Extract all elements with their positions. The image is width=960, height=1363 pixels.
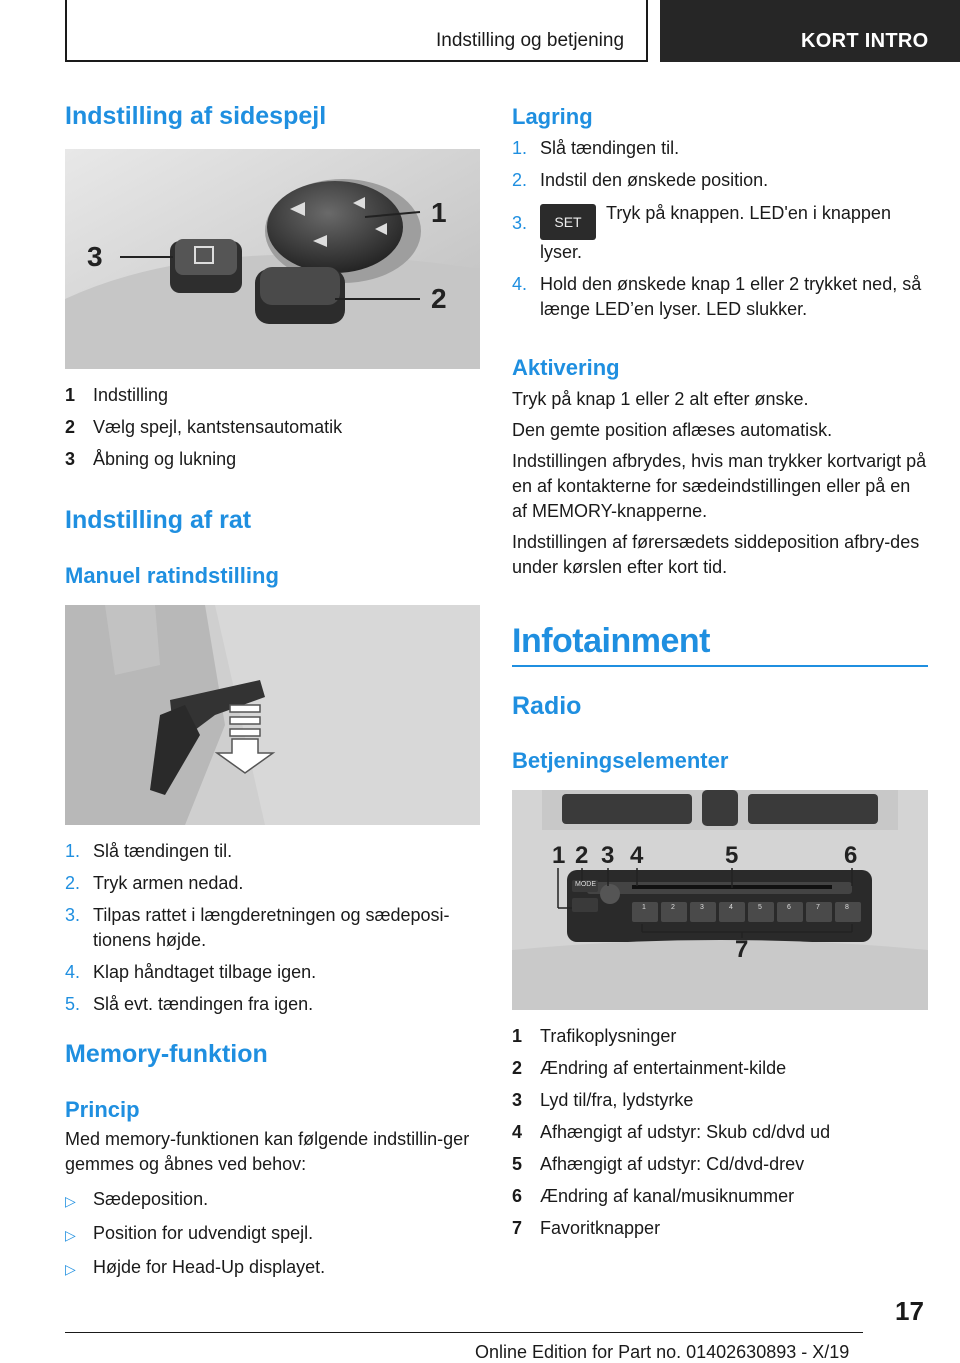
manuel-heading-block xyxy=(65,563,480,589)
step-number: 4. xyxy=(512,274,528,294)
list-item xyxy=(65,839,480,864)
step-text: Indstil den ønskede position. xyxy=(540,170,769,190)
list-item xyxy=(65,1221,480,1248)
legend-item xyxy=(512,1180,928,1212)
infotainment-heading-block xyxy=(512,622,928,661)
legend-number: 4 xyxy=(512,1122,523,1142)
legend-number: 1 xyxy=(65,385,76,405)
manuel-title: Manuel ratindstilling xyxy=(65,563,279,588)
radio-preset-number: 6 xyxy=(787,904,791,911)
radio-preset-number: 2 xyxy=(671,904,675,911)
list-item xyxy=(65,903,480,953)
triangle-bullet-icon: ▷ xyxy=(65,1227,76,1243)
step-number: 4. xyxy=(65,962,81,982)
legend-text: Favoritknapper xyxy=(540,1218,661,1238)
lagring-title: Lagring xyxy=(512,104,593,129)
list-item xyxy=(65,992,480,1017)
step-number: 1. xyxy=(65,841,81,861)
radio-callout-6: 6 xyxy=(844,842,858,869)
chapter-tab-label: KORT INTRO xyxy=(801,30,929,52)
radio-illustration-svg xyxy=(512,790,928,1010)
radio-callout-5: 5 xyxy=(725,842,739,869)
list-item xyxy=(65,871,480,896)
radio-callout-2: 2 xyxy=(575,842,589,869)
list-item xyxy=(512,136,928,161)
step-text: Tryk armen nedad. xyxy=(93,873,244,893)
bullet-text: Position for udvendigt spejl. xyxy=(93,1223,314,1243)
step-text: Klap håndtaget tilbage igen. xyxy=(93,962,317,982)
legend-item xyxy=(512,1116,928,1148)
step-number: 5. xyxy=(65,994,81,1014)
step-text: Tilpas rattet i længderetningen og sædeposi‐tionens højde. xyxy=(93,905,450,950)
lagring-block xyxy=(512,104,928,329)
list-item xyxy=(512,168,928,193)
legend-item xyxy=(65,379,480,411)
legend-item xyxy=(65,411,480,443)
radio-heading-block xyxy=(512,692,928,721)
step-text: Slå evt. tændingen fra igen. xyxy=(93,994,314,1014)
step-number: 2. xyxy=(65,873,81,893)
step-text: Tryk på knappen. LED'en i knappen lyser. xyxy=(540,203,891,262)
mirror-callout-2: 2 xyxy=(431,283,447,314)
princip-text: Med memory-funktionen kan følgende indstillin‐ger gemmes og åbnes ved behov: xyxy=(65,1129,470,1174)
radio-preset-number: 4 xyxy=(729,904,733,911)
legend-item xyxy=(512,1212,928,1244)
step-number: 3. xyxy=(65,905,81,925)
step-number: 3. xyxy=(512,213,528,233)
legend-text: Åbning og lukning xyxy=(93,449,237,469)
footer-edition: Online Edition for Part no. 01402630893 - X/19 xyxy=(475,1342,850,1362)
legend-number: 2 xyxy=(65,417,76,437)
legend-number: 5 xyxy=(512,1154,523,1174)
legend-text: Afhængigt af udstyr: Skub cd/dvd ud xyxy=(540,1122,831,1142)
rat-title: Indstilling af rat xyxy=(65,506,252,534)
radio-callout-3: 3 xyxy=(601,842,615,869)
mirror-heading-block xyxy=(65,102,480,131)
legend-number: 3 xyxy=(512,1090,523,1110)
list-item xyxy=(512,201,928,265)
mirror-illustration-svg xyxy=(65,149,480,369)
infotainment-title: Infotainment xyxy=(512,622,710,660)
step-text: Hold den ønskede knap 1 eller 2 trykket ned, så længe LED’en lyser. LED slukker. xyxy=(540,274,922,319)
mirror-callout-1: 1 xyxy=(431,197,447,228)
step-text: Slå tændingen til. xyxy=(540,138,680,158)
bullet-text: Sædeposition. xyxy=(93,1189,209,1209)
legend-text: Lyd til/fra, lydstyrke xyxy=(540,1090,694,1110)
memory-title: Memory-funktion xyxy=(65,1040,268,1068)
list-item xyxy=(65,1255,480,1282)
set-button-icon: SET xyxy=(540,204,596,240)
footer-divider xyxy=(65,1332,863,1333)
list-item xyxy=(65,1187,480,1214)
radio-callout-7: 7 xyxy=(735,936,749,963)
section-title: Indstilling og betjening xyxy=(436,30,625,51)
radio-preset-number: 3 xyxy=(700,904,704,911)
legend-item xyxy=(65,443,480,475)
radio-preset-number: 1 xyxy=(642,904,646,911)
steering-lever-illustration xyxy=(65,605,480,825)
radio-mode-label: MODE xyxy=(575,881,596,888)
paragraph: Den gemte position aflæses automatisk. xyxy=(512,420,833,440)
step-text: Slå tændingen til. xyxy=(93,841,233,861)
legend-number: 7 xyxy=(512,1218,523,1238)
radio-preset-number: 7 xyxy=(816,904,820,911)
triangle-bullet-icon: ▷ xyxy=(65,1261,76,1277)
triangle-bullet-icon: ▷ xyxy=(65,1193,76,1209)
radio-callout-4: 4 xyxy=(630,842,644,869)
aktivering-block xyxy=(512,355,928,580)
radio-title: Radio xyxy=(512,692,582,720)
mirror-control-illustration xyxy=(65,149,480,369)
aktivering-title: Aktivering xyxy=(512,355,620,380)
princip-title: Princip xyxy=(65,1097,140,1122)
mirror-legend xyxy=(65,379,480,475)
legend-text: Vælg spejl, kantstensautomatik xyxy=(93,417,343,437)
legend-text: Ændring af kanal/musiknummer xyxy=(540,1186,795,1206)
legend-text: Indstilling xyxy=(93,385,169,405)
manuel-steps xyxy=(65,839,480,1024)
step-number: 1. xyxy=(512,138,528,158)
steering-illustration-svg xyxy=(65,605,480,825)
paragraph: Indstillingen afbrydes, hvis man trykker kortvarigt på en af kontakterne for sædeindstillingen eller på en af MEMORY-knapperne. xyxy=(512,451,927,521)
rat-heading-block xyxy=(65,506,480,535)
legend-text: Afhængigt af udstyr: Cd/dvd-drev xyxy=(540,1154,805,1174)
radio-preset-number: 5 xyxy=(758,904,762,911)
section-divider xyxy=(512,665,928,667)
mirror-callout-3: 3 xyxy=(87,241,103,272)
radio-preset-number: 8 xyxy=(845,904,849,911)
legend-number: 6 xyxy=(512,1186,523,1206)
list-item xyxy=(512,272,928,322)
princip-block xyxy=(65,1097,480,1289)
memory-heading-block xyxy=(65,1040,480,1069)
paragraph: Indstillingen af førersædets siddeposition afbry‐des under kørslen efter kort tid. xyxy=(512,532,920,577)
betj-heading-block xyxy=(512,748,928,774)
step-number: 2. xyxy=(512,170,528,190)
betj-title: Betjeningselementer xyxy=(512,748,729,773)
radio-legend xyxy=(512,1020,928,1244)
legend-item xyxy=(512,1020,928,1052)
legend-item xyxy=(512,1052,928,1084)
paragraph: Tryk på knap 1 eller 2 alt efter ønske. xyxy=(512,389,809,409)
legend-number: 2 xyxy=(512,1058,523,1078)
legend-text: Trafikoplysninger xyxy=(540,1026,677,1046)
bullet-text: Højde for Head-Up displayet. xyxy=(93,1257,326,1277)
chapter-tab[interactable] xyxy=(660,0,960,62)
radio-callout-1: 1 xyxy=(552,842,566,869)
legend-number: 1 xyxy=(512,1026,523,1046)
legend-item xyxy=(512,1084,928,1116)
radio-controls-illustration xyxy=(512,790,928,1010)
legend-text: Ændring af entertainment-kilde xyxy=(540,1058,787,1078)
page-number: 17 xyxy=(895,1296,924,1326)
legend-number: 3 xyxy=(65,449,76,469)
mirror-title: Indstilling af sidespejl xyxy=(65,102,327,130)
legend-item xyxy=(512,1148,928,1180)
list-item xyxy=(65,960,480,985)
